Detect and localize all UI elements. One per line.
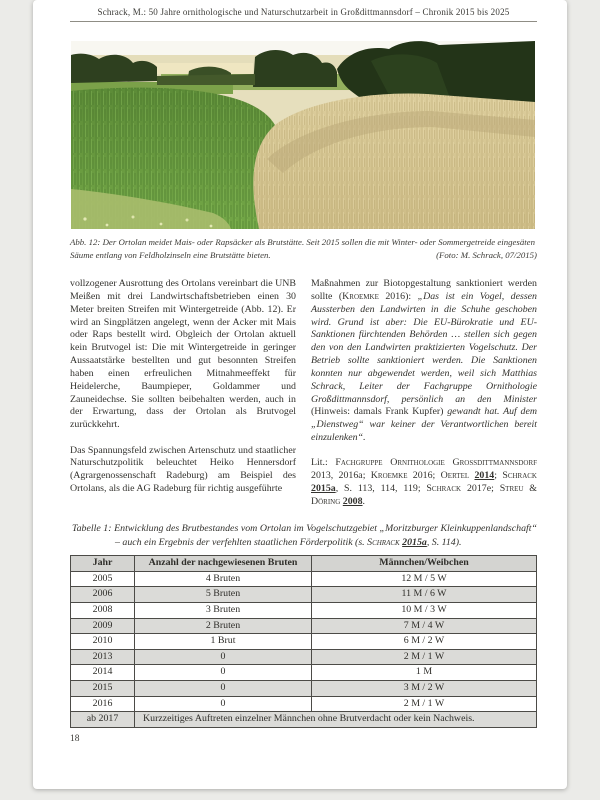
right-column (311, 278, 537, 509)
ortolan-breeding-table (70, 555, 537, 728)
table-cell: 4 Bruten (135, 571, 312, 587)
table-row (71, 665, 537, 681)
text-run: Tabelle 1: Entwicklung des Brutbestandes vom Ortolan im Vogelschutzgebiet „Moritzburger Kleinkuppenlandschaft“ – auch ein Ergebnis der verfehlten staatlichen Förderpolitik (s. (72, 522, 537, 549)
left-column (70, 278, 296, 509)
page-number: 18 (70, 733, 80, 744)
table-cell: 2009 (71, 618, 135, 634)
text-run: gewandt hat. Auf dem „Dienstweg“ war keiner der Verantwortlichen bereit einzulenken“. (311, 406, 537, 444)
table-cell: 2013 (71, 649, 135, 665)
table-cell: 0 (135, 696, 312, 712)
text-run: „Das ist ein Vogel, dessen Aussterben den Landwirten in die Schuhe geschoben wird. Grund ist aber: Die EU-Bürokratie und EU-Sanktionen fürchtenden Behörden … stellen sich gegen den von den Landwirten praktizierten Vogelschutz. Der Betrieb sollte sanktioniert werden. Die Sanktionen konnten nur abgewendet werden, weil sich Matthias Schrack, Leiter der Fachgruppe Ornithologie Großdittmannsdorf, persönlich an den Minister (311, 290, 537, 405)
table-cell: 2015 (71, 681, 135, 697)
table-cell: 6 M / 2 W (312, 634, 537, 650)
table-cell: 1 M (312, 665, 537, 681)
text-run: Schrack (367, 537, 400, 549)
table-cell: 2016 (71, 696, 135, 712)
text-run: Streu & Döring (311, 483, 537, 507)
column-header-maennchen-weibchen: Männchen/Weibchen (312, 556, 537, 572)
figure-photo-credit: (Foto: M. Schrack, 07/2015) (430, 249, 537, 262)
text-run: 2008 (342, 496, 363, 507)
table-cell: 0 (135, 681, 312, 697)
table-footer-note: Kurzzeitiges Auftreten einzelner Männchen ohne Brutverdacht oder kein Nachweis. (135, 712, 537, 728)
text-run: vollzogener Ausrottung des Ortolans vereinbart die UNB Meißen mit drei Landwirtschaftsbetrieben einen 30 Meter breiten Streifen mit Wintergetreide (Abb. 12). Er wird an Singplätzen angelegt, wenn der Acker mit Mais oder Raps bestellt wird. Obgleich der Ortolan aktuell kein Brutvogel ist: Die mit Wintergetreide in geringer Aussaatstärke bestellten und gut besonnten Streifen haben einen erfreulichen Mitnahmeeffekt für Heidelerche, Baumpieper, Goldammer und Zauneidechse. Sie sollten beibehalten werden, auch in der Erwartung, dass der Ortolan als Brutvogel zurückkehrt. (70, 278, 296, 431)
text-run: 2016; (407, 470, 441, 482)
table-header-row (71, 556, 537, 572)
text-run: Kroemke (370, 470, 408, 482)
table-row (71, 649, 537, 665)
table-cell: 0 (135, 649, 312, 665)
text-run: . (362, 496, 365, 507)
table-cell: 2 M / 1 W (312, 649, 537, 665)
text-run: Das Spannungsfeld zwischen Artenschutz und staatlicher Naturschutzpolitik beleuchtet Heiko Hennersdorf (Agrargenossenschaft Radeburg) am Beispiel des Ortolans, als die AG Radeburg für richtig ausgeführte (70, 444, 296, 495)
paragraph (311, 278, 537, 445)
running-header: Schrack, M.: 50 Jahre ornithologische und Naturschutzarbeit in Großdittmannsdorf – Chronik 2015 bis 2025 (70, 7, 537, 22)
table-cell: ab 2017 (71, 712, 135, 728)
text-run: 2015a (311, 483, 336, 495)
text-run: ; (494, 470, 503, 482)
table-cell: 3 Bruten (135, 603, 312, 619)
table-title (70, 522, 537, 550)
table-cell: 2010 (71, 634, 135, 650)
text-run: (Hinweis: damals Frank Kupfer) (311, 406, 448, 418)
text-run: Lit.: (311, 457, 336, 469)
table-cell: 7 M / 4 W (312, 618, 537, 634)
figure-caption (70, 236, 537, 262)
text-run: , S. 113, 114, 119; (335, 483, 427, 495)
paragraph (70, 278, 296, 432)
table-cell: 2008 (71, 603, 135, 619)
column-header-jahr: Jahr (71, 556, 135, 572)
text-run: Abb. 12: Der Ortolan meidet Mais- oder Rapsäcker als Brutstätte. Seit 2015 sollen die mit Winter- oder Sommergetreide eingesäten Säume entlang von Feldholzinseln eine Brutstätte bieten. (70, 237, 535, 260)
table-cell: 2 M / 1 W (312, 696, 537, 712)
table-cell: 0 (135, 665, 312, 681)
table-cell: 5 Bruten (135, 587, 312, 603)
document-page (33, 0, 567, 789)
table-header (71, 556, 537, 572)
table-row (71, 571, 537, 587)
table-cell: 2005 (71, 571, 135, 587)
table-row (71, 603, 537, 619)
text-run: 2013, 2016a; (311, 470, 371, 482)
table-cell: 12 M / 5 W (312, 571, 537, 587)
table-row (71, 618, 537, 634)
table-row (71, 696, 537, 712)
table-footer-row (71, 712, 537, 728)
text-run: , S. 114). (426, 537, 462, 549)
table-cell: 3 M / 2 W (312, 681, 537, 697)
table-cell: 1 Brut (135, 634, 312, 650)
text-run: Fachgruppe Ornithologie Grossdittmannsdorf (335, 457, 537, 469)
text-run: 2016): (378, 290, 418, 302)
table-cell: 10 M / 3 W (312, 603, 537, 619)
text-run: Schrack (426, 483, 462, 495)
field-photo-image (71, 41, 535, 229)
column-header-bruten: Anzahl der nachgewiesenen Bruten (135, 556, 312, 572)
paragraph (70, 445, 296, 496)
table-cell: 2006 (71, 587, 135, 603)
table-row (71, 634, 537, 650)
literature-paragraph (311, 457, 537, 508)
text-run: 2017e; (461, 483, 500, 495)
table-cell: 2014 (71, 665, 135, 681)
body-text-columns (70, 278, 537, 509)
table-cell: 11 M / 6 W (312, 587, 537, 603)
text-run: Kroemke (342, 290, 379, 302)
table-row (71, 681, 537, 697)
text-run: Maßnahmen zur Biotopgestaltung sanktioniert werden sollte ( (311, 278, 537, 302)
text-run: 2014 (474, 470, 495, 482)
ortolan-table-body (71, 571, 537, 711)
text-run: Schrack (502, 470, 537, 482)
table-cell: 2 Bruten (135, 618, 312, 634)
text-run: Oertel (440, 470, 470, 482)
table-row (71, 587, 537, 603)
text-run: 2015a (402, 537, 427, 549)
